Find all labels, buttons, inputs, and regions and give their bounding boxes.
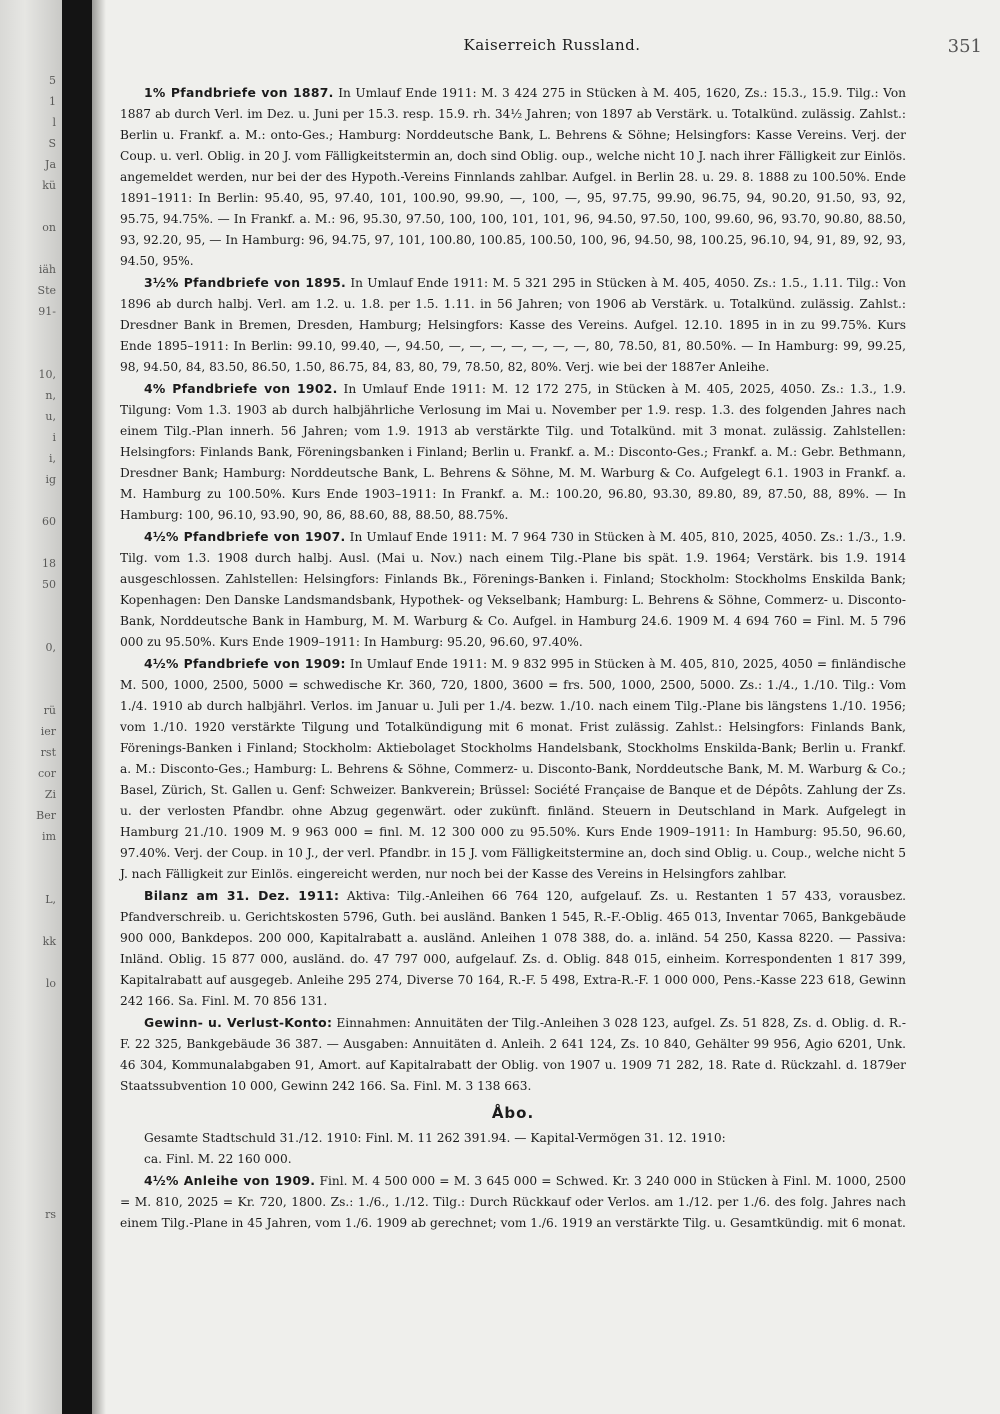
entry-1895	[120, 272, 906, 378]
entry-text: In Umlauf Ende 1911: M. 7 964 730 in Stücken à M. 405, 810, 2025, 4050. Zs.: 1./3., 1.9. Tilg. vom 1.3. 1908 durch halbj. Ausl. (Mai u. Nov.) nach einem Tilg.-Plane bis spät. 1.9. 1964; Verstärk. bis 1.9. 1914 ausgeschlossen. Zahlstellen: Helsingfors: Finlands Bk., Förenings-Banken i. Finland; Stockholm: Stockholms Enskilda Bank; Kopenhagen: Den Danske Landsmandsbank, Hypothek- og Vekselbank; Hamburg: L. Behrens & Söhne, Commerz- u. Disconto-Bank, Norddeutsche Bank in Hamburg, M. M. Warburg & Co. Aufgel. in Hamburg 24.6. 1909 M. 4 694 760 = Finl. M. 5 796 000 zu 95.50%. Kurs Ende 1909–1911: In Hamburg: 95.20, 96.60, 97.40%.	[120, 530, 907, 649]
margin-fragment: Ber	[36, 809, 56, 822]
margin-fragment: rü	[43, 704, 56, 717]
margin-fragment	[0, 1225, 60, 1246]
margin-fragment	[0, 868, 60, 889]
entry-text: In Umlauf Ende 1911: M. 5 321 295 in Stücken à M. 405, 4050. Zs.: 1.5., 1.11. Tilg.: Von 1896 ab durch halbj. Verl. am 1.2. u. 1.8. per 1.5. 1.11. in 56 Jahren; von 1906 ab Verstärk. u. Totalkünd. zulässig. Zahlst.: Dresdner Bank in Bremen, Dresden, Hamburg; Helsingfors: Kasse des Vereins. Aufgel. 12.10. 1895 in in zu 99.75%. Kurs Ende 1895–1911: In Berlin: 99.10, 99.40, —, 94.50, —, —, —, —, —, —, —, 80, 78.50, 81, 80.50%. — In Hamburg: 99, 99.25, 98, 94.50, 84, 83.50, 86.50, 1.50, 86.75, 84, 83, 80, 79, 78.50, 82, 80%. Verj. wie bei der 1887er Anleihe.	[120, 276, 906, 374]
margin-fragment: n,	[45, 389, 56, 402]
section-title-abo: Åbo.	[491, 1104, 535, 1122]
margin-fragment: cor	[37, 767, 56, 780]
abo-capital-line: ca. Finl. M. 22 160 000.	[144, 1152, 292, 1166]
margin-fragment	[0, 1057, 60, 1078]
document-page	[112, 0, 992, 1414]
margin-fragment	[0, 1120, 60, 1141]
margin-fragment	[0, 910, 60, 931]
margin-fragment: ig	[45, 473, 56, 486]
margin-fragment	[0, 1036, 60, 1057]
entry-text: In Umlauf Ende 1911: M. 9 832 995 in Stücken à M. 405, 810, 2025, 4050 = finländische M. 500, 1000, 2500, 5000 = schwedische Kr. 360, 720, 1800, 3600 = frs. 500, 1000, 2500, 5000. Zs.: 1./4., 1./10. Tilg.: Vom 1./4. 1910 ab durch halbjährl. Verlos. im Januar u. Juli per 1./4. bezw. 1./10. nach einem Tilg.-Plane bis längstens 1./10. 1956; vom 1./10. 1920 verstärkte Tilgung und Totalkündigung mit 6 monat. Frist zulässig. Zahlst.: Helsingfors: Finlands Bank, Förenings-Banken i Finland; Stockholm: Aktiebolaget Stockholms Handelsbank, Stockholms Enskilda-Bank; Berlin u. Frankf. a. M.: Disconto-Ges.; Hamburg: L. Behrens & Söhne, Commerz- u. Disconto-Bank, Norddeutsche Bank, M. M. Warburg & Co.; Basel, Zürich, St. Gallen u. Genf: Schweizer. Bankverein; Brüssel: Société Française de Banque et de Dépôts. Zahlung der Zs. u. der verlosten Pfandbr. ohne Abzug gegenwärt. oder zukünft. finländ. Steuern in Deutschland in Mark. Aufgelegt in Hamburg 21./10. 1909 M. 9 963 000 = finl. M. 12 300 000 zu 95.50%. Kurs Ende 1909–1911: In Hamburg: 95.50, 96.60, 97.40%. Verj. der Coup. in 10 J., der verl. Pfandbr. in 15 J. vom Fälligkeitstermine an, doch sind Oblig. u. Coup., welche nicht 5 J. nach Fälligkeit zur Einlös. eingereicht werden, nur noch bei der Kasse des Vereins in Helsingfors zahlbar.	[120, 657, 907, 881]
margin-fragment	[0, 343, 60, 364]
margin-fragment: u,	[45, 410, 56, 423]
margin-fragment: 18	[42, 557, 56, 570]
margin-fragment	[0, 847, 60, 868]
abo-debt-line: Gesamte Stadtschuld 31./12. 1910: Finl. M. 11 262 391.94. — Kapital-Vermögen 31. 12. 1910:	[144, 1131, 726, 1145]
margin-fragment: 5	[49, 74, 56, 87]
entry-text: Aktiva: Tilg.-Anleihen 66 764 120, aufgelauf. Zs. u. Restanten 1 57 433, vorausbez. Pfandverschreib. u. Gerichtskosten 5796, Guth. bei ausländ. Banken 1 545, R.-F.-Oblig. 465 013, Inventar 7065, Bankgebäude 900 000, Bankdepos. 200 000, Kapitalrabatt a. ausländ. Anleihen 1 078 388, do. a. inländ. 54 250, Kassa 8220. — Passiva: Inländ. Oblig. 15 877 000, ausländ. do. 47 797 000, aufgelauf. Zs. d. Oblig. 848 015, einheim. Korrespondenten 1 817 399, Kapitalrabatt auf ausgegeb. Anleihe 295 274, Diverse 70 164, R.-F. 5 498, Extra-R.-F. 1 000 000, Pens.-Kasse 223 618, Gewinn 242 166. Sa. Finl. M. 70 856 131.	[120, 889, 907, 1008]
margin-fragment: 1	[49, 95, 56, 108]
entry-heading: Gewinn- u. Verlust-Konto:	[144, 1015, 333, 1030]
margin-fragment: 91-	[38, 305, 56, 318]
margin-fragment: 0,	[45, 641, 56, 654]
entry-gewinn	[120, 1012, 906, 1097]
header-title: Kaiserreich Russland.	[463, 36, 641, 54]
margin-fragment: l	[52, 116, 56, 129]
entry-heading: 4½% Anleihe von 1909.	[144, 1173, 316, 1188]
margin-fragment: 60	[42, 515, 56, 528]
margin-fragment: im	[42, 830, 56, 843]
entry-text: Einnahmen: Annuitäten der Tilg.-Anleihen 3 028 123, aufgel. Zs. 51 828, Zs. d. Oblig. d. R.-F. 22 325, Bankgebäude 36 387. — Ausgaben: Annuitäten d. Anleih. 2 641 124, Zs. 10 840, Gehälter 99 956, Agio 6201, Unk. 46 304, Kommunalabgaben 91, Amort. auf Kapitalrabatt der Oblig. von 1907 u. 1909 71 282, 18. Rate d. Rückzahl. d. 1879er Staatssubvention 10 000, Gewinn 242 166. Sa. Finl. M. 3 138 663.	[120, 1016, 906, 1093]
abo-loan-1909	[120, 1170, 906, 1234]
margin-fragment	[0, 1183, 60, 1204]
margin-fragment	[0, 1078, 60, 1099]
margin-fragment	[0, 1246, 60, 1267]
gutter-shadow	[92, 0, 106, 1414]
margin-fragment	[0, 1162, 60, 1183]
margin-fragment	[0, 1015, 60, 1036]
margin-fragment	[0, 616, 60, 637]
entry-1902	[120, 378, 906, 526]
margin-fragment	[0, 679, 60, 700]
margin-fragment: i,	[48, 452, 56, 465]
entry-1909	[120, 653, 906, 885]
margin-fragment: L,	[45, 893, 56, 906]
margin-fragment	[0, 952, 60, 973]
margin-fragment	[0, 595, 60, 616]
margin-fragment: 50	[42, 578, 56, 591]
margin-fragment: Ja	[45, 158, 56, 171]
book-gutter	[62, 0, 92, 1414]
margin-fragment: lo	[45, 977, 56, 990]
margin-fragment	[0, 322, 60, 343]
margin-fragment	[0, 490, 60, 511]
margin-fragment: 10,	[38, 368, 56, 381]
margin-fragment: i	[52, 431, 56, 444]
entry-heading: 1% Pfandbriefe von 1887.	[144, 85, 334, 100]
margin-fragment	[0, 658, 60, 679]
page-body	[120, 82, 906, 1234]
margin-fragment: on	[42, 221, 56, 234]
margin-fragment	[0, 238, 60, 259]
margin-fragment	[0, 1330, 60, 1351]
entry-1907	[120, 526, 906, 653]
entry-1887	[120, 82, 906, 272]
margin-fragment	[0, 1288, 60, 1309]
entry-heading: 4½% Pfandbriefe von 1909:	[144, 656, 346, 671]
facing-page-fragments	[0, 70, 60, 1370]
entry-heading: 3½% Pfandbriefe von 1895.	[144, 275, 347, 290]
margin-fragment: S	[48, 137, 56, 150]
entry-text: In Umlauf Ende 1911: M. 3 424 275 in Stücken à M. 405, 1620, Zs.: 15.3., 15.9. Tilg.: Von 1887 ab durch Verl. im Dez. u. Juni per 15.3. resp. 15.9. rh. 34½ Jahren; von 1897 ab Verstärk. u. Totalkünd. zulässig. Zahlst.: Berlin u. Frankf. a. M.: onto-Ges.; Hamburg: Norddeutsche Bank, L. Behrens & Söhne; Helsingfors: Kasse Vereins. Verj. der Coup. u. verl. Oblig. in 20 J. vom Fälligkeitstermin an, doch sind Oblig. oup., welche nicht 10 J. nach ihrer Fälligkeit zur Einlös. angemeldet werden, nur bei der des Hypoth.-Vereins Finnlands zahlbar. Aufgel. in Berlin 28. u. 29. 8. 1888 zu 100.50%. Ende 1891–1911: In Berlin: 95.40, 95, 97.40, 101, 100.90, 99.90, —, 100, —, 95, 97.75, 99.90, 96.75, 94, 90.20, 91.50, 93, 92, 95.75, 94.75%. — In Frankf. a. M.: 96, 95.30, 97.50, 100, 100, 101, 101, 96, 94.50, 97.50, 100, 99.60, 96, 93.70, 90.80, 88.50, 93, 92.20, 95, — In Hamburg: 96, 94.75, 97, 101, 100.80, 100.85, 100.50, 100, 96, 94.50, 98, 100.25, 96.10, 94, 91, 89, 92, 93, 94.50, 95%.	[120, 86, 907, 268]
margin-fragment: Zi	[44, 788, 56, 801]
margin-fragment	[0, 1267, 60, 1288]
entry-bilanz	[120, 885, 906, 1012]
entry-text: Finl. M. 4 500 000 = M. 3 645 000 = Schwed. Kr. 3 240 000 in Stücken à Finl. M. 1000, 2500 = M. 810, 2025 = Kr. 720, 1800. Zs.: 1./6., 1./12. Tilg.: Durch Rückkauf oder Verlos. am 1./12. per 1./6. des folg. Jahres nach einem Tilg.-Plane in 45 Jahren, vom 1./6. 1909 ab gerechnet; vom 1./6. 1919 an verstärkte Tilg. u. Gesamtkündig. mit 6 monat.	[120, 1174, 906, 1230]
entry-heading: Bilanz am 31. Dez. 1911:	[144, 888, 340, 903]
margin-fragment	[0, 532, 60, 553]
margin-fragment	[0, 994, 60, 1015]
margin-fragment	[0, 1141, 60, 1162]
entry-heading: 4% Pfandbriefe von 1902.	[144, 381, 338, 396]
margin-fragment: ier	[40, 725, 56, 738]
margin-fragment	[0, 1099, 60, 1120]
margin-fragment: iäh	[38, 263, 56, 276]
margin-fragment: Ste	[37, 284, 56, 297]
margin-fragment: kk	[42, 935, 56, 948]
entry-text: In Umlauf Ende 1911: M. 12 172 275, in Stücken à M. 405, 2025, 4050. Zs.: 1.3., 1.9. Tilgung: Vom 1.3. 1903 ab durch halbjährliche Verlosung im Mai u. November per 1.9. resp. 1.3. des folgenden Jahres nach einem Tilg.-Plan innerh. 56 Jahren; vom 1.9. 1913 ab verstärkte Tilg. und Totalkünd. mit 3 monat. zulässig. Zahlstellen: Helsingfors: Finlands Bank, Föreningsbanken i Finland; Berlin u. Frankf. a. M.: Disconto-Ges.; Frankf. a. M.: Gebr. Bethmann, Dresdner Bank; Hamburg: Norddeutsche Bank, L. Behrens & Söhne, M. M. Warburg & Co. Aufgelegt 6.1. 1903 in Frankf. a. M. Hamburg zu 100.50%. Kurs Ende 1903–1911: In Frankf. a. M.: 100.20, 96.80, 93.30, 89.80, 89, 87.50, 88, 89%. — In Hamburg: 100, 96.10, 93.90, 90, 86, 88.60, 88, 88.50, 88.75%.	[120, 382, 907, 522]
margin-fragment: kü	[42, 179, 56, 192]
page-number: 351	[947, 36, 982, 57]
margin-fragment	[0, 1351, 60, 1370]
margin-fragment: rst	[40, 746, 56, 759]
margin-fragment: rs	[45, 1208, 56, 1221]
margin-fragment	[0, 1309, 60, 1330]
margin-fragment	[0, 196, 60, 217]
entry-heading: 4½% Pfandbriefe von 1907.	[144, 529, 346, 544]
running-header	[112, 36, 992, 60]
